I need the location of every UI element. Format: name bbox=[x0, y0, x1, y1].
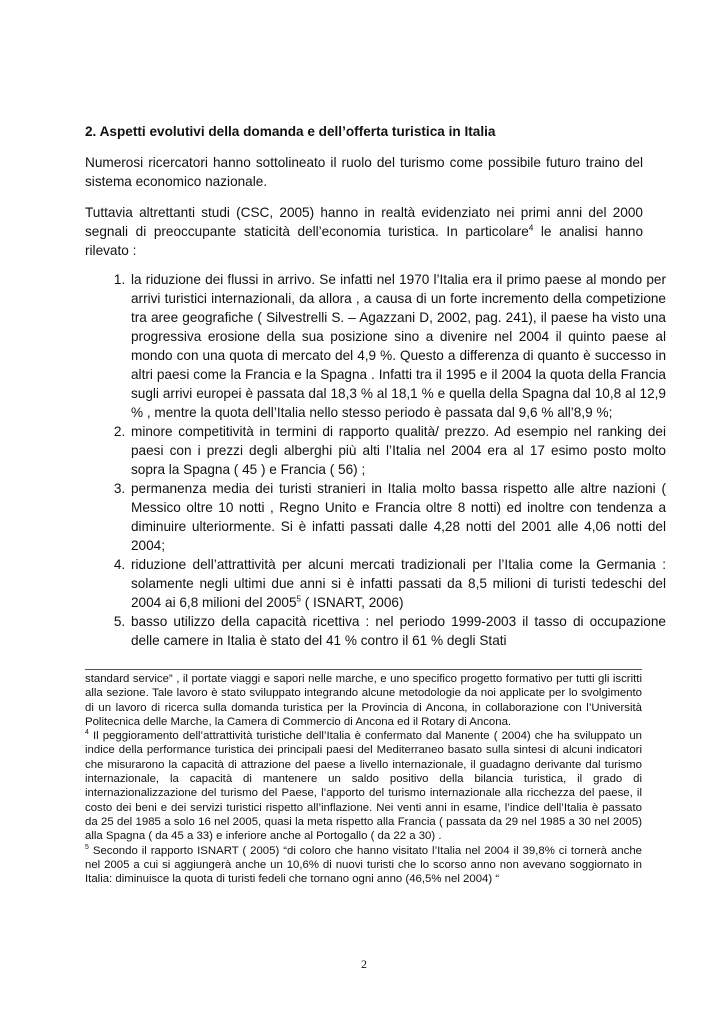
intro-paragraph: Numerosi ricercatori hanno sottolineato il ruolo del turismo come possibile futuro traino del sistema economico nazionale. bbox=[85, 155, 643, 189]
footnote-4-mark: 4 bbox=[85, 729, 89, 737]
footnote-5-mark: 5 bbox=[85, 843, 89, 851]
footnotes bbox=[85, 672, 642, 886]
footnote-separator bbox=[85, 669, 642, 670]
list-item-tail: ( ISNART, 2006) bbox=[300, 595, 404, 610]
footnote-5-text: Secondo il rapporto ISNART ( 2005) “di coloro che hanno visitato l’Italia nel 2004 il 39,8% ci tornerà anche nel 2005 a cui si aggiungerà anche un 10,6% di nuovi turisti che lo scorso anno non avevano soggiornato in Italia: diminuisce la quota di turisti fedeli che tornano ogni anno (46,5% nel 2004) “ bbox=[85, 844, 642, 886]
footnote-ref-4: 4 bbox=[528, 223, 534, 233]
footnote-4-text: Il peggioramento dell’attrattività turistiche dell’Italia è confermato dal Manente ( 2004) che ha sviluppato un indice della performance turistica dei principali paesi del Mediterraneo basato sulla sintesi di alcuni indicatori che misurarono la capacità di attrazione del paese a livello internazionale, il guadagno derivante dal turismo internazionale, la capacità di mantenere un saldo positivo della bilancia turistica, il grado di internazionalizzazione del turismo del Paese, l’apporto del turismo internazionale alla ricchezza del paese, il costo dei beni e dei servizi turistici rispetto all’inflazione. Nei venti anni in esame, l’indice dell’Italia è passato da 25 del 1985 a solo 16 nel 2005, quasi la meta rispetto alla Francia ( passata da 29 nel 1985 a 30 nel 2005) alla Spagna ( da 45 a 33) e inferiore anche al Portogallo ( da 22 a 30) . bbox=[85, 730, 642, 843]
list-item-text: minore competitività in termini di rapporto qualità/ prezzo. Ad esempio nel ranking dei paesi con i prezzi degli alberghi più alti l’Italia nel 2004 era al 17 esimo posto molto sopra la Spagna ( 45 ) e Francia ( 56) ; bbox=[131, 424, 666, 477]
footnote-4 bbox=[85, 729, 642, 843]
footnote-5 bbox=[85, 844, 642, 887]
list-item bbox=[129, 612, 666, 650]
list-item bbox=[129, 479, 666, 555]
section-heading: 2. Aspetti evolutivi della domanda e dell’offerta turistica in Italia bbox=[85, 124, 496, 139]
second-paragraph-tail: le analisi hanno rilevato : bbox=[85, 224, 644, 258]
footnote-ref-5: 5 bbox=[296, 594, 301, 604]
second-paragraph-text: Tuttavia altrettanti studi (CSC, 2005) hanno in realtà evidenziato nei primi anni del 2000 segnali di preoccupante staticità dell’economia turistica. In particolare bbox=[85, 205, 643, 239]
list-item-text: riduzione dell’attrattività per alcuni mercati tradizionali per l’Italia come la Germania : solamente negli ultimi due anni si è infatti passati da 8,5 milioni di turisti tedeschi del 2004 ai 6,8 milioni del 2005 bbox=[131, 557, 666, 610]
list-item bbox=[129, 422, 666, 479]
page-number: 2 bbox=[361, 957, 367, 971]
list-item bbox=[129, 555, 666, 612]
footnote-continuation: standard service” , il portate viaggi e sapori nelle marche, e uno specifico progetto formativo per tutti gli iscritti alla sezione. Tale lavoro è stato sviluppato integrando alcune metodologie da noi applicate per lo svolgimento di un lavoro di ricerca sulla domanda turistica per la Provincia di Ancona, in collaborazione con l’Università Politecnica delle Marche, la Camera di Commercio di Ancona ed il Rotary di Ancona. bbox=[85, 673, 642, 728]
list-item-text: permanenza media dei turisti stranieri in Italia molto bassa rispetto alle altre nazioni ( Messico oltre 10 notti , Regno Unito e Francia oltre 8 notti) ed inoltre con tendenza a diminuire ulteriormente. Si è infatti passati dalle 4,28 notti del 2001 alle 4,06 notti del 2004; bbox=[131, 481, 666, 553]
list-item-text: basso utilizzo della capacità ricettiva : nel periodo 1999-2003 il tasso di occupazione delle camere in Italia è stato del 41 % contro il 61 % degli Stati bbox=[131, 614, 666, 648]
findings-list bbox=[105, 270, 666, 650]
second-paragraph bbox=[85, 203, 643, 260]
list-item-text: la riduzione dei flussi in arrivo. Se infatti nel 1970 l’Italia era il primo paese al mondo per arrivi turistici internazionali, da allora , a causa di un forte incremento della competizione tra aree geografiche ( Silvestrelli S. – Agazzani D, 2002, pag. 241), il paese ha visto una progressiva erosione della sua posizione sino a divenire nel 2004 il quinto paese al mondo con una quota di mercato del 4,9 %. Questo a differenza di quanto è successo in altri paesi come la Francia e la Spagna . Infatti tra il 1995 e il 2004 la quota della Francia sugli arrivi europei è passata dal 18,3 % al 18,1 % e quella della Spagna dal 10,8 al 12,9 % , mentre la quota dell’Italia nello stesso periodo è passata dal 9,6 % all’8,9 %; bbox=[131, 272, 666, 420]
list-item bbox=[129, 270, 666, 422]
